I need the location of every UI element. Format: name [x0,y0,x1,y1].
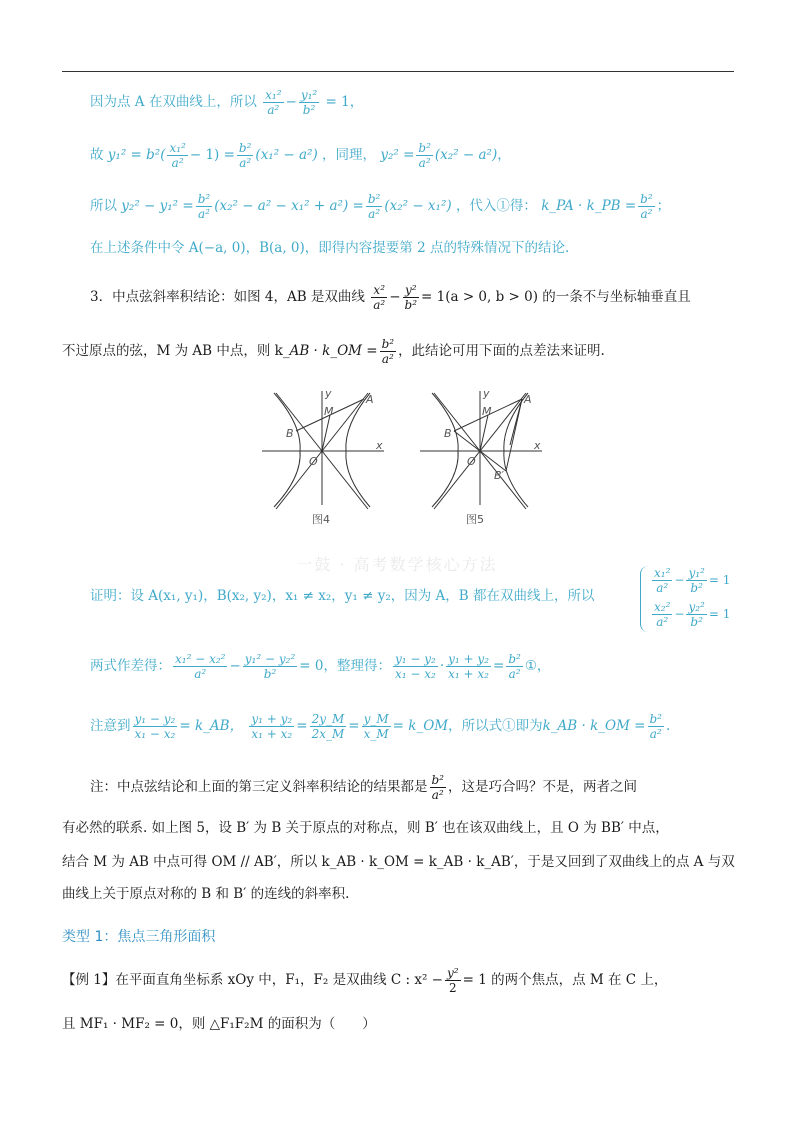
figure-4-caption: 图4 [312,513,330,526]
proof-line: 证明：设 A(x₁, y₁)，B(x₂, y₂)，x₁ ≠ x₂，y₁ ≠ y₂，因为 A，B 都在双曲线上，所以 [90,588,595,604]
label-x: x [534,439,541,452]
section-heading: 类型 1：焦点三角形面积 [62,929,216,945]
text-line-3: 所以 y₂² − y₁² = $\frac{\text{b²}}{\text{a²}}$ (x₂² − a² − x₁² + a²) = $\frac{\text{b²}}{\text{a²}}$ (x₂² − x₁²) ，代入①得： k_PA · k_PB = $\frac{\text{b²}}{\text{a²}}$ ； [90,192,671,221]
remark-line-3: 结合 M 为 AB 中点可得 OM // AB′，所以 k_AB · k_OM = k_AB · k_AB′，于是又回到了双曲线上的点 A 与双 [62,854,735,870]
figure-5 [420,391,542,509]
hyperbola-left-branch [274,393,300,507]
remark-line-1: 注：中点弦结论和上面的第三定义斜率积结论的结果都是 $\frac{\text{b²}}{\text{a²}}$ ，这是巧合吗？不是，两者之间 [90,773,637,802]
example-line-1: 【例 1】在平面直角坐标系 xOy 中，F₁，F₂ 是双曲线 C : x² − $\frac{\text{y²}}{2}$ = 1 的两个焦点，点 M 在 C 上， [62,966,668,995]
hyperbola-right-branch [346,393,370,507]
label-b: B [286,427,294,440]
text-line-2: 故 y₁² = b²( $\frac{\text{x₁²}}{\text{a²}}$ − 1) = $\frac{\text{b²}}{\text{a²}}$ (x₁² − a²) ，同理， y₂² = $\frac{\text{b²}}{\text{a²}}$ (x₂² − a²)， [90,141,511,170]
fraction: $\frac{\text{y₁²}}{\text{b²}}$ [300,88,318,117]
label-a: A [366,393,374,406]
label-y: y [325,387,332,400]
text-line-1: 因为点 A 在双曲线上，所以 $\frac{\text{x₁²}}{\text{a²}}$ − $\frac{\text{y₁²}}{\text{b²}}$ = 1， [90,88,364,117]
remark-line-4: 曲线上关于原点对称的 B 和 B′ 的连线的斜率积. [62,886,350,902]
label-o: O [309,455,318,468]
label-y: y [483,387,490,400]
label-x: x [376,439,383,452]
figures [262,385,542,533]
text-line-4: 在上述条件中令 A(−a, 0)，B(a, 0)，即得内容提要第 2 点的特殊情况下的结论. [90,240,570,256]
label-m: M [482,405,492,418]
brace [640,566,649,632]
note-line: 注意到 $\frac{\text{y₁ − y₂}}{\text{x₁ − x₂}}$ = k_AB， $\frac{\text{y₁ + y₂}}{\text{x₁ + x₂}}$ = $\frac{2y\_M}{2x\_M}$ = $\frac{y\_M}{x\_M}$ = k_OM，所以式①即为k_AB · k_OM = $\frac{\text{b²}}{\text{a²}}$ . [90,712,671,741]
figure-4 [262,391,384,509]
example-line-2: 且 MF₁ · MF₂ = 0，则 △F₁F₂M 的面积为（ ） [62,1016,376,1032]
label-b: B [444,427,452,440]
figure-5-caption: 图5 [466,513,484,526]
header-rule [62,71,734,72]
label-b-prime: B′ [494,469,505,482]
text-line-5: 3．中点弦斜率积结论：如图 4，AB 是双曲线 $\frac{\text{x²}}{\text{a²}}$ − $\frac{\text{y²}}{\text{b²}}$ = 1(a > 0, b > 0) 的一条不与坐标轴垂直且 [90,283,691,312]
subtract-line: 两式作差得： $\frac{\text{x₁² − x₂²}}{\text{a²}}$ − $\frac{\text{y₁² − y₂²}}{\text{b²}}$ = 0，整理得： $\frac{\text{y₁ − y₂}}{\text{x₁ − x₂}}$ · $\frac{\text{y₁ + y₂}}{\text{x₁ + x₂}}$ = $\frac{\text{b²}}{\text{a²}}$ ①， [90,652,551,681]
watermark: 一鼓 · 高考数学核心方法 [296,555,498,574]
label-m: M [324,405,334,418]
label-o: O [467,455,476,468]
label-a: A [524,393,532,406]
remark-line-2: 有必然的联系. 如上图 5，设 B′ 为 B 关于原点的对称点，则 B′ 也在该双曲线上，且 O 为 BB′ 中点， [62,820,669,836]
fraction: $\frac{\text{x₁²}}{\text{a²}}$ [265,88,282,117]
text-line-6: 不过原点的弦，M 为 AB 中点，则 k_AB · k_OM = $\frac{\text{b²}}{\text{a²}}$ ，此结论可用下面的点差法来证明. [62,337,605,366]
